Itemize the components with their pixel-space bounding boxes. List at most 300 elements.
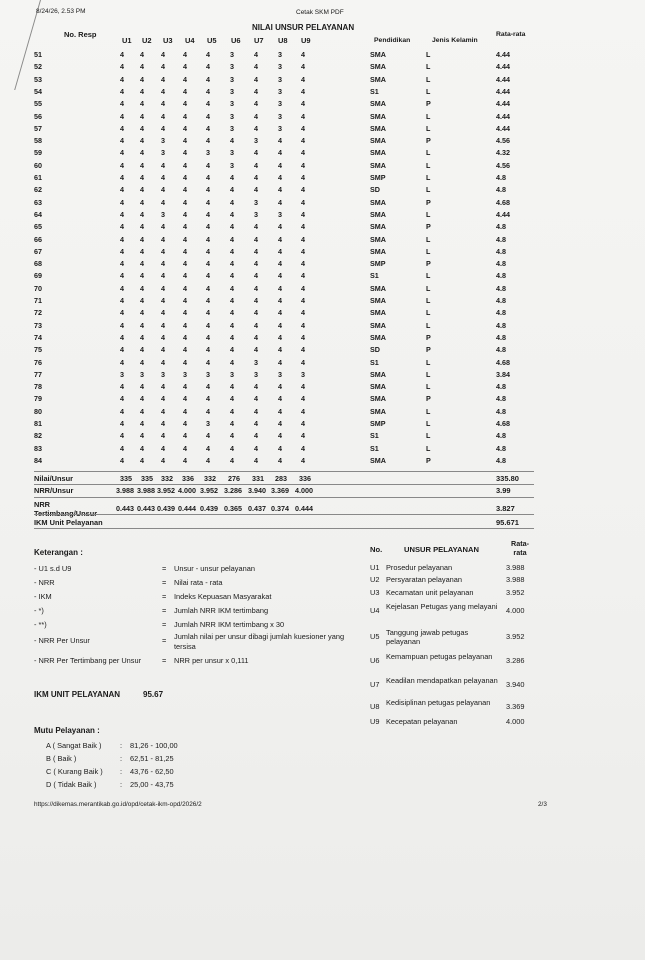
row-score-u6: 4 bbox=[230, 419, 234, 428]
col-header-no-resp: No. Resp bbox=[64, 30, 97, 39]
row-score-u1: 4 bbox=[120, 443, 124, 453]
row-jenis-kelamin: P bbox=[426, 136, 431, 146]
keterangan-definition: Indeks Kepuasan Masyarakat bbox=[174, 592, 272, 601]
row-score-u1: 4 bbox=[120, 419, 124, 428]
row-score-u9: 4 bbox=[301, 259, 305, 269]
row-score-u4: 4 bbox=[183, 136, 187, 146]
row-score-u3: 4 bbox=[161, 431, 165, 441]
row-score-u6: 4 bbox=[230, 382, 234, 392]
unsur-row-value: 3.952 bbox=[506, 632, 525, 641]
row-score-u4: 4 bbox=[183, 185, 187, 195]
row-score-u4: 4 bbox=[183, 320, 187, 330]
row-score-u9: 4 bbox=[301, 111, 305, 121]
row-score-u8: 4 bbox=[278, 197, 282, 207]
row-score-u5: 4 bbox=[206, 332, 210, 342]
row-score-u5: 4 bbox=[206, 394, 210, 404]
row-score-u8: 4 bbox=[278, 283, 282, 293]
row-score-u1: 4 bbox=[120, 50, 124, 59]
keterangan-equals: = bbox=[162, 578, 167, 587]
row-score-u7: 4 bbox=[254, 222, 258, 232]
row-score-u9: 4 bbox=[301, 50, 305, 59]
row-score-u2: 4 bbox=[140, 246, 144, 256]
row-score-u8: 3 bbox=[278, 369, 282, 379]
row-score-u5: 4 bbox=[206, 259, 210, 269]
row-score-u7: 4 bbox=[254, 332, 258, 342]
row-pendidikan: SMA bbox=[370, 136, 386, 146]
summary-value-u5: 3.952 bbox=[200, 486, 218, 495]
row-pendidikan: SMA bbox=[370, 394, 386, 404]
keterangan-term: - NRR Per Tertimbang per Unsur bbox=[34, 656, 142, 665]
row-pendidikan: SMA bbox=[370, 332, 386, 342]
summary-value-u2: 3.988 bbox=[137, 486, 155, 495]
row-score-u2: 4 bbox=[140, 259, 144, 269]
row-no-resp: 76 bbox=[34, 357, 42, 367]
summary-value-u8: 3.369 bbox=[271, 486, 289, 495]
row-score-u2: 4 bbox=[140, 222, 144, 232]
row-score-u3: 4 bbox=[161, 99, 165, 109]
ikm-unit-label: IKM UNIT PELAYANAN bbox=[34, 690, 121, 699]
row-score-u9: 4 bbox=[301, 394, 305, 404]
row-jenis-kelamin: L bbox=[426, 320, 431, 330]
col-header-u6: U6 bbox=[231, 36, 241, 45]
row-score-u4: 4 bbox=[183, 50, 187, 59]
mutu-colon: : bbox=[120, 767, 123, 776]
row-no-resp: 61 bbox=[34, 173, 42, 182]
row-score-u2: 4 bbox=[140, 271, 144, 281]
row-score-u7: 3 bbox=[254, 369, 258, 379]
row-jenis-kelamin: L bbox=[426, 357, 431, 367]
row-score-u4: 3 bbox=[183, 369, 187, 379]
col-header-u7: U7 bbox=[254, 36, 264, 45]
row-score-u2: 4 bbox=[140, 148, 144, 158]
row-rata-rata: 4.8 bbox=[496, 234, 506, 244]
row-rata-rata: 4.8 bbox=[496, 283, 506, 293]
unsur-row-value: 3.988 bbox=[506, 575, 525, 584]
summary-value-u7: 0.437 bbox=[248, 504, 266, 513]
row-jenis-kelamin: L bbox=[426, 234, 431, 244]
row-score-u6: 4 bbox=[230, 234, 234, 244]
row-score-u2: 4 bbox=[140, 332, 144, 342]
row-score-u3: 4 bbox=[161, 185, 165, 195]
row-score-u1: 4 bbox=[120, 209, 124, 219]
summary-value-u6: 0.365 bbox=[224, 504, 242, 513]
row-no-resp: 79 bbox=[34, 394, 42, 404]
row-no-resp: 54 bbox=[34, 86, 42, 96]
row-score-u8: 3 bbox=[278, 86, 282, 96]
unsur-row-value: 4.000 bbox=[506, 606, 525, 615]
row-score-u5: 4 bbox=[206, 296, 210, 305]
mutu-range: 43,76 - 62,50 bbox=[130, 767, 174, 776]
row-rata-rata: 4.32 bbox=[496, 148, 510, 158]
row-score-u4: 4 bbox=[183, 259, 187, 269]
unsur-col-rata: Rata-rata bbox=[511, 539, 529, 557]
summary-value-u1: 3.988 bbox=[116, 486, 134, 495]
row-score-u3: 4 bbox=[161, 259, 165, 269]
row-score-u1: 4 bbox=[120, 382, 124, 392]
unsur-row-value: 3.369 bbox=[506, 702, 525, 711]
row-score-u8: 4 bbox=[278, 308, 282, 318]
unsur-row-name: Prosedur pelayanan bbox=[386, 563, 453, 572]
row-score-u4: 4 bbox=[183, 382, 187, 392]
row-score-u2: 4 bbox=[140, 185, 144, 195]
row-no-resp: 53 bbox=[34, 74, 42, 84]
row-pendidikan: SMA bbox=[370, 246, 386, 256]
row-no-resp: 60 bbox=[34, 160, 42, 170]
row-score-u8: 4 bbox=[278, 431, 282, 441]
keterangan-definition: NRR per unsur x 0,111 bbox=[174, 656, 249, 665]
row-pendidikan: SMA bbox=[370, 111, 386, 121]
row-score-u1: 4 bbox=[120, 99, 124, 109]
row-no-resp: 73 bbox=[34, 320, 42, 330]
row-score-u9: 4 bbox=[301, 123, 305, 133]
row-pendidikan: SMP bbox=[370, 173, 386, 182]
summary-value-u2: 0.443 bbox=[137, 504, 155, 513]
row-score-u4: 4 bbox=[183, 455, 187, 465]
row-score-u1: 4 bbox=[120, 173, 124, 182]
unsur-row-no: U5 bbox=[370, 632, 380, 641]
row-no-resp: 68 bbox=[34, 259, 42, 269]
keterangan-equals: = bbox=[162, 620, 167, 629]
row-jenis-kelamin: P bbox=[426, 222, 431, 232]
row-score-u8: 4 bbox=[278, 357, 282, 367]
unsur-row-no: U7 bbox=[370, 680, 380, 689]
row-score-u1: 4 bbox=[120, 160, 124, 170]
row-score-u7: 4 bbox=[254, 394, 258, 404]
unsur-row-value: 3.952 bbox=[506, 588, 525, 597]
row-pendidikan: SMA bbox=[370, 283, 386, 293]
row-score-u7: 4 bbox=[254, 443, 258, 453]
row-score-u1: 4 bbox=[120, 246, 124, 256]
row-score-u9: 4 bbox=[301, 332, 305, 342]
row-score-u4: 4 bbox=[183, 209, 187, 219]
row-score-u7: 4 bbox=[254, 173, 258, 182]
row-score-u1: 4 bbox=[120, 296, 124, 305]
row-score-u8: 4 bbox=[278, 246, 282, 256]
row-score-u4: 4 bbox=[183, 160, 187, 170]
row-score-u7: 4 bbox=[254, 455, 258, 465]
row-score-u1: 4 bbox=[120, 320, 124, 330]
row-jenis-kelamin: P bbox=[426, 197, 431, 207]
row-no-resp: 78 bbox=[34, 382, 42, 392]
summary-right-value: 95.671 bbox=[496, 518, 519, 527]
row-score-u8: 4 bbox=[278, 345, 282, 355]
row-score-u3: 4 bbox=[161, 455, 165, 465]
row-score-u3: 4 bbox=[161, 345, 165, 355]
row-jenis-kelamin: L bbox=[426, 50, 431, 59]
row-score-u1: 4 bbox=[120, 136, 124, 146]
unsur-row-value: 3.988 bbox=[506, 563, 525, 572]
row-jenis-kelamin: L bbox=[426, 419, 431, 428]
row-score-u1: 4 bbox=[120, 74, 124, 84]
row-score-u6: 3 bbox=[230, 148, 234, 158]
row-score-u6: 3 bbox=[230, 369, 234, 379]
row-rata-rata: 4.44 bbox=[496, 50, 510, 59]
row-score-u7: 4 bbox=[254, 148, 258, 158]
row-score-u4: 4 bbox=[183, 62, 187, 72]
summary-divider bbox=[34, 471, 534, 472]
row-score-u6: 4 bbox=[230, 185, 234, 195]
row-jenis-kelamin: L bbox=[426, 406, 431, 416]
keterangan-definition: Jumlah NRR IKM tertimbang x 30 bbox=[174, 620, 285, 629]
row-score-u9: 4 bbox=[301, 345, 305, 355]
row-score-u1: 4 bbox=[120, 197, 124, 207]
row-score-u8: 4 bbox=[278, 394, 282, 404]
row-score-u9: 4 bbox=[301, 160, 305, 170]
row-score-u8: 4 bbox=[278, 320, 282, 330]
row-score-u5: 4 bbox=[206, 455, 210, 465]
summary-value-u6: 276 bbox=[228, 474, 240, 483]
row-score-u1: 4 bbox=[120, 234, 124, 244]
row-score-u2: 4 bbox=[140, 455, 144, 465]
row-score-u3: 4 bbox=[161, 222, 165, 232]
row-score-u9: 4 bbox=[301, 419, 305, 428]
row-score-u6: 4 bbox=[230, 357, 234, 367]
keterangan-title: Keterangan : bbox=[34, 548, 83, 557]
row-score-u5: 4 bbox=[206, 222, 210, 232]
row-score-u1: 4 bbox=[120, 148, 124, 158]
row-score-u8: 4 bbox=[278, 419, 282, 428]
row-no-resp: 69 bbox=[34, 271, 42, 281]
mutu-grade: A ( Sangat Baik ) bbox=[46, 741, 102, 750]
col-header-u9: U9 bbox=[301, 36, 311, 45]
row-jenis-kelamin: L bbox=[426, 173, 431, 182]
row-score-u1: 4 bbox=[120, 259, 124, 269]
row-rata-rata: 4.44 bbox=[496, 86, 510, 96]
row-score-u1: 4 bbox=[120, 308, 124, 318]
col-header-jenis-kelamin: Jenis Kelamin bbox=[432, 37, 478, 44]
row-score-u4: 4 bbox=[183, 222, 187, 232]
row-pendidikan: SMA bbox=[370, 296, 386, 305]
footer-page-number: 2/3 bbox=[538, 801, 547, 808]
row-pendidikan: SMA bbox=[370, 455, 386, 465]
row-score-u9: 4 bbox=[301, 86, 305, 96]
row-score-u2: 4 bbox=[140, 419, 144, 428]
row-score-u7: 4 bbox=[254, 74, 258, 84]
summary-value-u7: 331 bbox=[252, 474, 264, 483]
row-score-u9: 4 bbox=[301, 283, 305, 293]
row-score-u3: 4 bbox=[161, 283, 165, 293]
row-score-u8: 3 bbox=[278, 62, 282, 72]
row-score-u6: 4 bbox=[230, 173, 234, 182]
row-score-u4: 4 bbox=[183, 431, 187, 441]
row-no-resp: 67 bbox=[34, 246, 42, 256]
unsur-row-name: Tanggung jawab petugas pelayanan bbox=[386, 628, 469, 646]
row-rata-rata: 4.44 bbox=[496, 111, 510, 121]
row-score-u9: 4 bbox=[301, 148, 305, 158]
row-score-u9: 4 bbox=[301, 308, 305, 318]
row-score-u6: 4 bbox=[230, 394, 234, 404]
row-jenis-kelamin: L bbox=[426, 283, 431, 293]
row-jenis-kelamin: L bbox=[426, 246, 431, 256]
row-score-u1: 4 bbox=[120, 431, 124, 441]
row-pendidikan: SMA bbox=[370, 197, 386, 207]
row-score-u1: 4 bbox=[120, 394, 124, 404]
row-score-u5: 4 bbox=[206, 62, 210, 72]
row-score-u7: 3 bbox=[254, 197, 258, 207]
unsur-row-name: Keadilan mendapatkan pelayanan bbox=[386, 676, 498, 685]
row-score-u5: 3 bbox=[206, 419, 210, 428]
row-pendidikan: S1 bbox=[370, 443, 379, 453]
row-rata-rata: 4.8 bbox=[496, 246, 506, 256]
row-score-u6: 3 bbox=[230, 123, 234, 133]
summary-value-u4: 4.000 bbox=[178, 486, 196, 495]
row-score-u3: 4 bbox=[161, 406, 165, 416]
row-score-u6: 3 bbox=[230, 111, 234, 121]
row-score-u4: 4 bbox=[183, 197, 187, 207]
row-score-u7: 4 bbox=[254, 99, 258, 109]
row-score-u3: 4 bbox=[161, 50, 165, 59]
row-score-u7: 4 bbox=[254, 111, 258, 121]
row-no-resp: 71 bbox=[34, 296, 42, 305]
keterangan-equals: = bbox=[162, 564, 167, 573]
row-score-u9: 4 bbox=[301, 271, 305, 281]
row-score-u2: 3 bbox=[140, 369, 144, 379]
row-score-u6: 4 bbox=[230, 283, 234, 293]
row-jenis-kelamin: L bbox=[426, 74, 431, 84]
row-score-u3: 4 bbox=[161, 234, 165, 244]
mutu-title: Mutu Pelayanan : bbox=[34, 726, 100, 735]
row-rata-rata: 4.8 bbox=[496, 382, 506, 392]
row-score-u8: 3 bbox=[278, 209, 282, 219]
keterangan-definition: Jumlah nilai per unsur dibagi jumlah kuesioner yang tersisa bbox=[174, 632, 345, 651]
summary-value-u9: 0.444 bbox=[295, 504, 313, 513]
row-score-u4: 4 bbox=[183, 394, 187, 404]
summary-value-u2: 335 bbox=[141, 474, 153, 483]
col-header-u2: U2 bbox=[142, 36, 152, 45]
row-score-u5: 4 bbox=[206, 357, 210, 367]
row-score-u9: 4 bbox=[301, 296, 305, 305]
row-score-u8: 4 bbox=[278, 271, 282, 281]
row-pendidikan: S1 bbox=[370, 86, 379, 96]
row-score-u4: 4 bbox=[183, 271, 187, 281]
col-header-u1: U1 bbox=[122, 36, 132, 45]
unsur-row-no: U1 bbox=[370, 563, 380, 572]
row-score-u2: 4 bbox=[140, 123, 144, 133]
unsur-row-name: Kejelasan Petugas yang melayani bbox=[386, 602, 498, 611]
unsur-row-name: Persyaratan pelayanan bbox=[386, 575, 463, 584]
keterangan-definition: Nilai rata - rata bbox=[174, 578, 223, 587]
row-score-u3: 4 bbox=[161, 443, 165, 453]
row-score-u1: 3 bbox=[120, 369, 124, 379]
row-score-u1: 4 bbox=[120, 345, 124, 355]
row-rata-rata: 4.8 bbox=[496, 443, 506, 453]
keterangan-term: - NRR Per Unsur bbox=[34, 636, 90, 645]
print-datetime: 8/24/26, 2.53 PM bbox=[36, 8, 86, 15]
row-rata-rata: 4.44 bbox=[496, 123, 510, 133]
row-score-u7: 3 bbox=[254, 136, 258, 146]
row-no-resp: 57 bbox=[34, 123, 42, 133]
row-no-resp: 56 bbox=[34, 111, 42, 121]
row-jenis-kelamin: L bbox=[426, 160, 431, 170]
row-rata-rata: 4.8 bbox=[496, 394, 506, 404]
col-header-pendidikan: Pendidikan bbox=[374, 37, 411, 44]
row-score-u8: 4 bbox=[278, 443, 282, 453]
row-score-u9: 4 bbox=[301, 62, 305, 72]
row-score-u5: 4 bbox=[206, 234, 210, 244]
row-score-u2: 4 bbox=[140, 357, 144, 367]
row-score-u5: 4 bbox=[206, 197, 210, 207]
row-rata-rata: 4.8 bbox=[496, 222, 506, 232]
row-score-u4: 4 bbox=[183, 443, 187, 453]
row-jenis-kelamin: L bbox=[426, 369, 431, 379]
row-score-u8: 3 bbox=[278, 99, 282, 109]
row-score-u3: 4 bbox=[161, 320, 165, 330]
row-score-u6: 3 bbox=[230, 74, 234, 84]
row-score-u3: 4 bbox=[161, 357, 165, 367]
mutu-grade: B ( Baik ) bbox=[46, 754, 77, 763]
row-score-u3: 4 bbox=[161, 173, 165, 182]
mutu-grade: D ( Tidak Baik ) bbox=[46, 780, 97, 789]
row-score-u4: 4 bbox=[183, 234, 187, 244]
row-score-u5: 4 bbox=[206, 382, 210, 392]
summary-value-u4: 0.444 bbox=[178, 504, 196, 513]
row-jenis-kelamin: P bbox=[426, 455, 431, 465]
row-score-u2: 4 bbox=[140, 234, 144, 244]
row-no-resp: 81 bbox=[34, 419, 42, 428]
row-score-u7: 4 bbox=[254, 234, 258, 244]
row-score-u9: 3 bbox=[301, 369, 305, 379]
row-jenis-kelamin: L bbox=[426, 148, 431, 158]
unsur-row-no: U3 bbox=[370, 588, 380, 597]
row-score-u5: 4 bbox=[206, 406, 210, 416]
row-no-resp: 82 bbox=[34, 431, 42, 441]
keterangan-term: - NRR bbox=[34, 578, 55, 587]
row-score-u3: 4 bbox=[161, 86, 165, 96]
row-no-resp: 75 bbox=[34, 345, 42, 355]
row-score-u1: 4 bbox=[120, 283, 124, 293]
row-jenis-kelamin: L bbox=[426, 111, 431, 121]
row-rata-rata: 4.8 bbox=[496, 345, 506, 355]
row-jenis-kelamin: L bbox=[426, 271, 431, 281]
summary-value-u3: 332 bbox=[161, 474, 173, 483]
row-score-u4: 4 bbox=[183, 111, 187, 121]
unsur-col-no: No. bbox=[370, 545, 383, 554]
row-score-u4: 4 bbox=[183, 296, 187, 305]
row-score-u1: 4 bbox=[120, 185, 124, 195]
row-rata-rata: 4.8 bbox=[496, 185, 506, 195]
row-score-u6: 4 bbox=[230, 455, 234, 465]
footer-url: https://dikemas.merantikab.go.id/opd/cetak-ikm-opd/2026/2 bbox=[34, 801, 202, 808]
mutu-range: 81,26 - 100,00 bbox=[130, 741, 178, 750]
row-score-u8: 4 bbox=[278, 136, 282, 146]
row-score-u5: 3 bbox=[206, 369, 210, 379]
row-score-u1: 4 bbox=[120, 222, 124, 232]
row-rata-rata: 4.68 bbox=[496, 197, 510, 207]
row-score-u7: 4 bbox=[254, 185, 258, 195]
row-pendidikan: S1 bbox=[370, 431, 379, 441]
row-score-u4: 4 bbox=[183, 406, 187, 416]
keterangan-definition: Unsur - unsur pelayanan bbox=[174, 564, 255, 573]
row-score-u1: 4 bbox=[120, 332, 124, 342]
row-rata-rata: 4.8 bbox=[496, 431, 506, 441]
row-score-u2: 4 bbox=[140, 443, 144, 453]
row-score-u3: 4 bbox=[161, 296, 165, 305]
row-score-u3: 3 bbox=[161, 369, 165, 379]
row-score-u4: 4 bbox=[183, 173, 187, 182]
unsur-row-no: U2 bbox=[370, 575, 380, 584]
row-no-resp: 51 bbox=[34, 50, 42, 59]
row-pendidikan: S1 bbox=[370, 271, 379, 281]
row-score-u2: 4 bbox=[140, 136, 144, 146]
row-score-u6: 3 bbox=[230, 160, 234, 170]
row-no-resp: 59 bbox=[34, 148, 42, 158]
row-score-u5: 4 bbox=[206, 50, 210, 59]
row-score-u3: 3 bbox=[161, 148, 165, 158]
row-score-u6: 4 bbox=[230, 406, 234, 416]
keterangan-definition: Jumlah NRR IKM tertimbang bbox=[174, 606, 269, 615]
row-score-u6: 4 bbox=[230, 209, 234, 219]
summary-label: NRR/Unsur bbox=[34, 486, 74, 495]
